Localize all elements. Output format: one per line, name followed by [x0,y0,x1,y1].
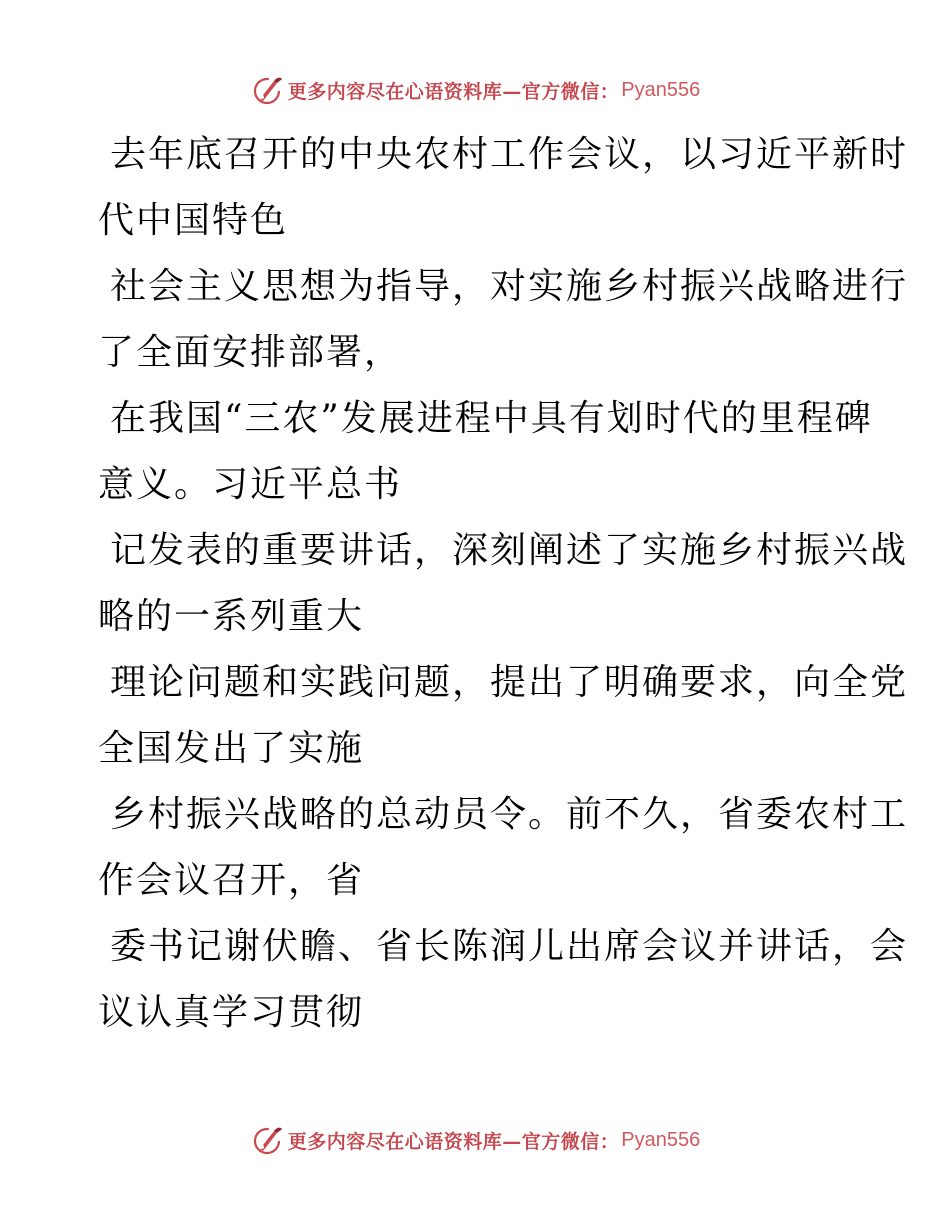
paragraph-line: 意义。习近平总书 [98,464,403,505]
quill-pen-logo-icon [250,1123,284,1157]
paragraph-line: 乡村振兴战略的总动员令。前不久，省委农村工 [110,794,909,835]
paragraph-line: 去年底召开的中央农村工作会议，以习近平新时 [110,134,909,175]
paragraph [98,914,909,1046]
watermark-id: Pyan556 [621,78,701,101]
footer-watermark [0,1120,950,1160]
paragraph-line: 作会议召开，省 [98,860,365,901]
quill-pen-logo-icon [250,73,284,107]
paragraph-line: 社会主义思想为指导，对实施乡村振兴战略进行 [110,266,909,307]
paragraph [98,386,873,518]
paragraph [98,518,909,650]
header-watermark [0,70,950,110]
watermark-id: Pyan556 [621,1128,701,1151]
paragraph [98,122,909,254]
paragraph [98,254,909,386]
paragraph-line: 委书记谢伏瞻、省长陈润儿出席会议并讲话，会 [110,926,909,967]
paragraph-line: 了全面安排部署， [98,332,403,373]
paragraph-line: 记发表的重要讲话，深刻阐述了实施乡村振兴战 [110,530,909,571]
paragraph-line: 全国发出了实施 [98,728,365,769]
paragraph-line: 代中国特色 [98,200,289,241]
paragraph-line: 略的一系列重大 [98,596,365,637]
watermark-text: 更多内容尽在心语资料库—官方微信： [287,80,620,103]
paragraph-line: 在我国“三农”发展进程中具有划时代的里程碑 [110,398,873,439]
document-body [98,122,909,1046]
paragraph-line: 议认真学习贯彻 [98,992,365,1033]
paragraph [98,782,909,914]
watermark-text: 更多内容尽在心语资料库—官方微信： [287,1130,620,1153]
paragraph-line: 理论问题和实践问题，提出了明确要求，向全党 [110,662,909,703]
paragraph [98,650,909,782]
